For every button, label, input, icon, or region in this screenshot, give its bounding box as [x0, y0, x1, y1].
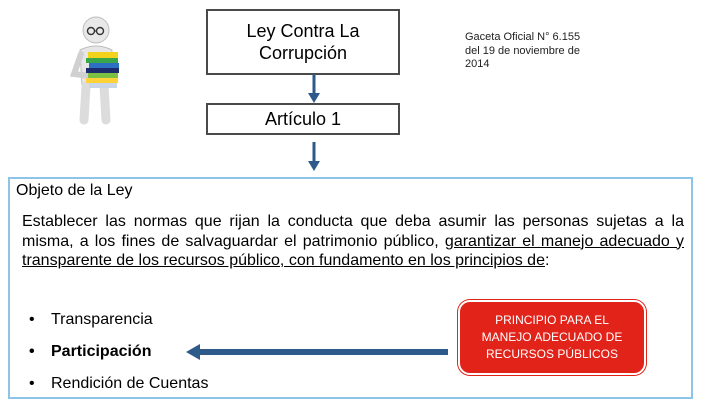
- list-item: • Participación: [29, 343, 208, 375]
- principle-badge-text: PRINCIPIO PARA EL MANEJO ADECUADO DE RECURSOS PÚBLICOS: [481, 313, 623, 361]
- object-body-underlined: garantizar el manejo adecuado y transparente de los recursos público, con fundamento en los principios de: [22, 232, 685, 269]
- law-title-box: [206, 9, 400, 75]
- object-body: [22, 212, 684, 271]
- article-box: [206, 103, 400, 135]
- down-arrow-icon: [306, 142, 322, 172]
- person-with-books-icon: [56, 14, 136, 126]
- left-arrow-icon: [186, 343, 448, 361]
- principles-list: [29, 311, 208, 405]
- law-title: Ley Contra La Corrupción: [246, 21, 360, 63]
- principle-badge: [458, 300, 646, 375]
- object-body-end: :: [544, 252, 550, 269]
- list-item: • Transparencia: [29, 311, 208, 343]
- article-label: Artículo 1: [264, 108, 342, 129]
- list-item: • Rendición de Cuentas: [29, 375, 208, 405]
- object-box: [8, 177, 693, 399]
- gazette-reference: Gaceta Oficial N° 6.155 del 19 de noviembre de 2014: [465, 31, 581, 70]
- down-arrow-icon: [306, 74, 322, 104]
- object-heading: Objeto de la Ley: [16, 182, 133, 199]
- object-body-text: Establecer las normas que rijan la conducta que deba asumir las personas sujetas a la misma, a los fines de salvaguardar el patrimonio público,: [22, 213, 684, 250]
